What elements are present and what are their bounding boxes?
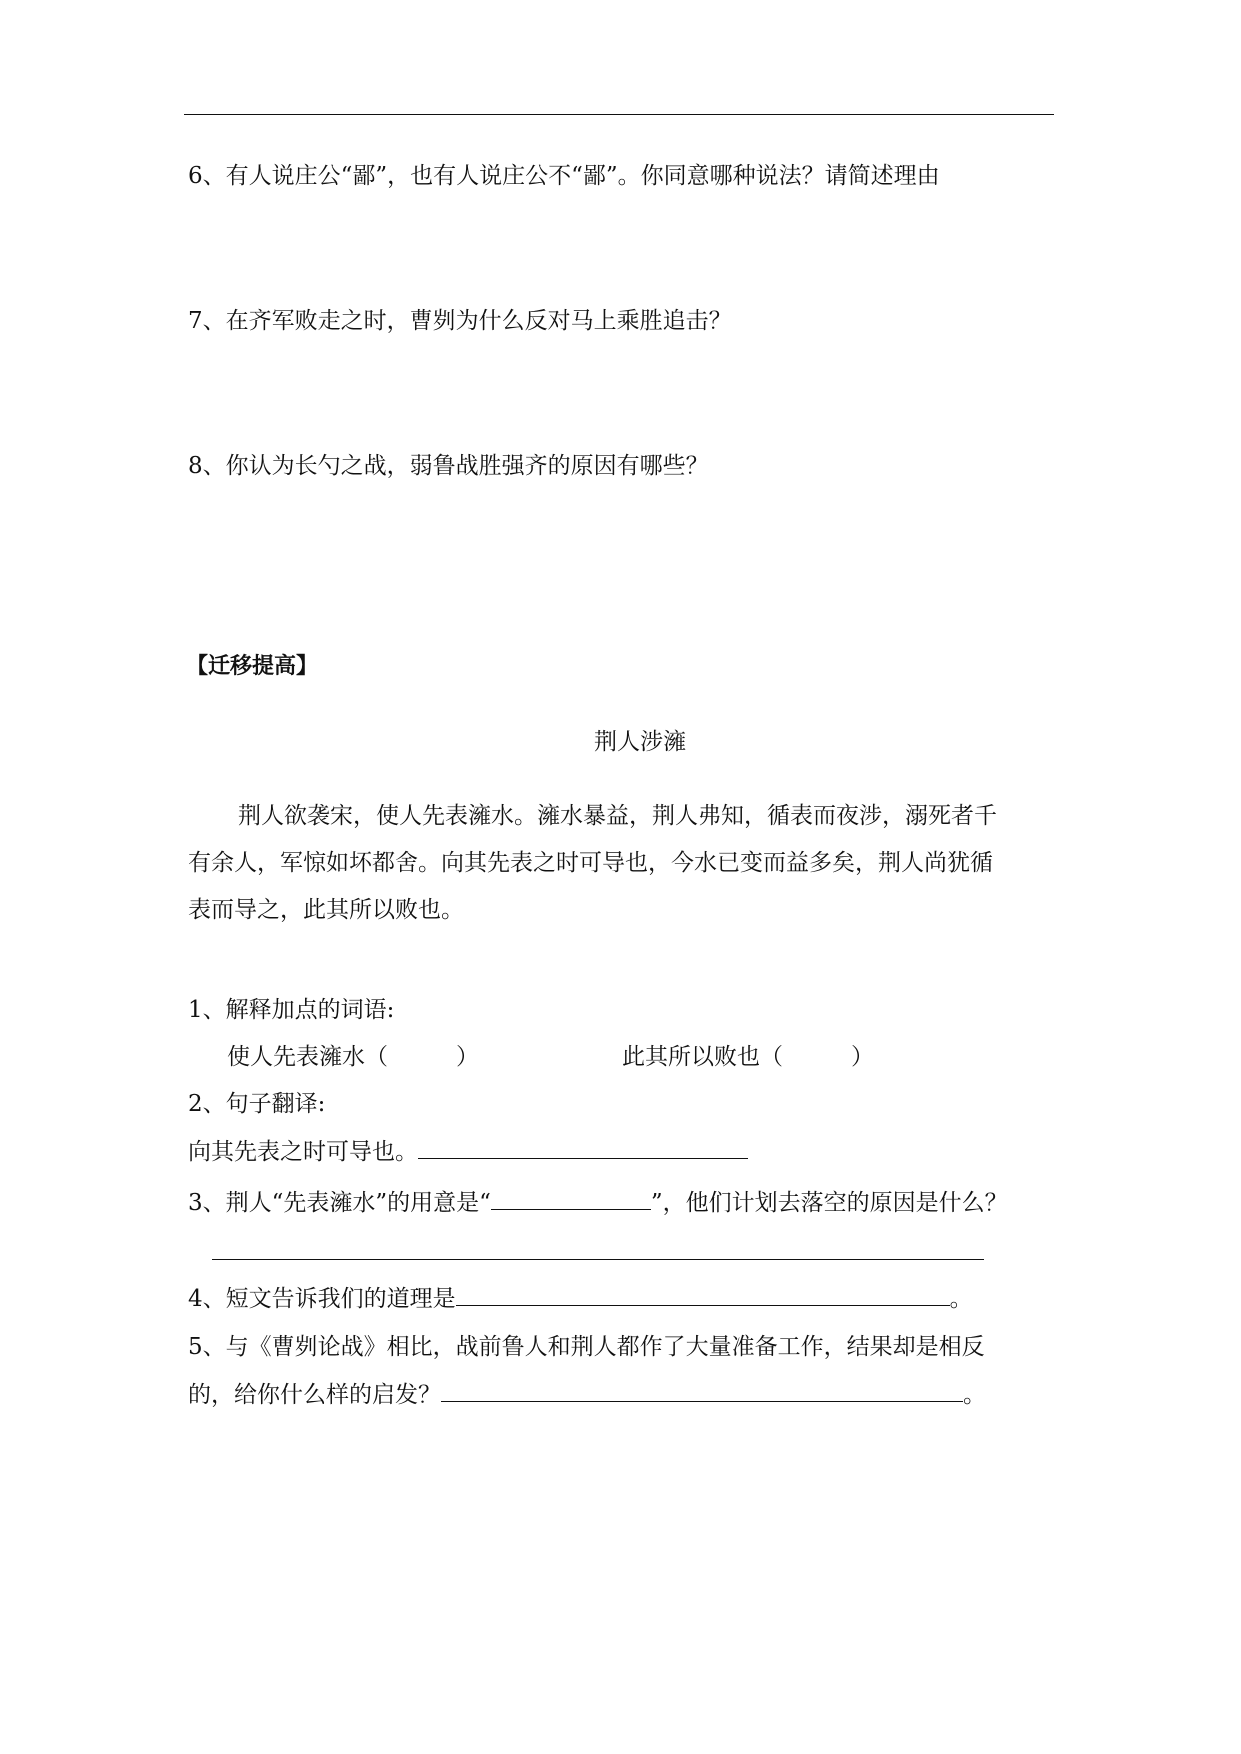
answer-blank-3a[interactable] xyxy=(491,1187,651,1210)
exercise-1-item-b-close: ） xyxy=(851,1044,874,1070)
question-6: 6、有人说庄公“鄙”，也有人说庄公不“鄙”。你同意哪种说法？请简述理由 xyxy=(188,163,940,189)
question-8: 8、你认为长勺之战，弱鲁战胜强齐的原因有哪些？ xyxy=(188,453,709,479)
exercise-2-sentence-row xyxy=(188,1136,748,1167)
passage-line-3: 表而导之，此其所以败也。 xyxy=(188,897,464,923)
exercise-3-row xyxy=(188,1187,1008,1218)
answer-line-3b[interactable] xyxy=(212,1259,984,1260)
header-rule xyxy=(184,114,1054,115)
exercise-5-line-1: 5、与《曹刿论战》相比，战前鲁人和荆人都作了大量准备工作，结果却是相反 xyxy=(188,1334,985,1360)
question-7: 7、在齐军败走之时，曹刿为什么反对马上乘胜追击？ xyxy=(188,308,732,334)
exercise-4-prefix: 4、短文告诉我们的道理是 xyxy=(188,1286,456,1312)
exercise-5-suffix: 。 xyxy=(963,1382,986,1408)
exercise-4-suffix: 。 xyxy=(949,1286,973,1312)
passage-line-2: 有余人，军惊如坏都舍。向其先表之时可导也，今水已变而益多矣，荆人尚犹循 xyxy=(188,850,993,876)
exercise-4-row xyxy=(188,1283,973,1314)
exercise-3-suffix: ”，他们计划去落空的原因是什么？ xyxy=(650,1190,1008,1216)
exercise-1-item-a xyxy=(227,1042,479,1072)
passage-line-1: 荆人欲袭宋，使人先表澭水。澭水暴益，荆人弗知，循表而夜涉，溺死者千 xyxy=(238,803,997,829)
exercise-1-label: 1、解释加点的词语: xyxy=(188,997,395,1023)
exercise-2-sentence: 向其先表之时可导也。 xyxy=(188,1139,418,1165)
answer-blank-5[interactable] xyxy=(441,1379,963,1402)
passage-title: 荆人涉澭 xyxy=(594,729,686,755)
exercise-5-line-2 xyxy=(188,1379,986,1410)
section-heading: 【迁移提高】 xyxy=(186,654,319,679)
exercise-2-label: 2、句子翻译: xyxy=(188,1091,326,1117)
exercise-5-prefix: 的，给你什么样的启发？ xyxy=(188,1382,441,1408)
exercise-1-item-b-text: 此其所以败也（ xyxy=(622,1044,783,1070)
exercise-1-item-b xyxy=(622,1042,874,1072)
answer-blank-2[interactable] xyxy=(418,1136,748,1159)
answer-blank-4[interactable] xyxy=(456,1283,950,1306)
exercise-1-item-a-text: 使人先表澭水（ xyxy=(227,1044,388,1070)
exercise-1-item-a-close: ） xyxy=(456,1044,479,1070)
exercise-3-prefix: 3、荆人“先表澭水”的用意是“ xyxy=(188,1190,491,1216)
